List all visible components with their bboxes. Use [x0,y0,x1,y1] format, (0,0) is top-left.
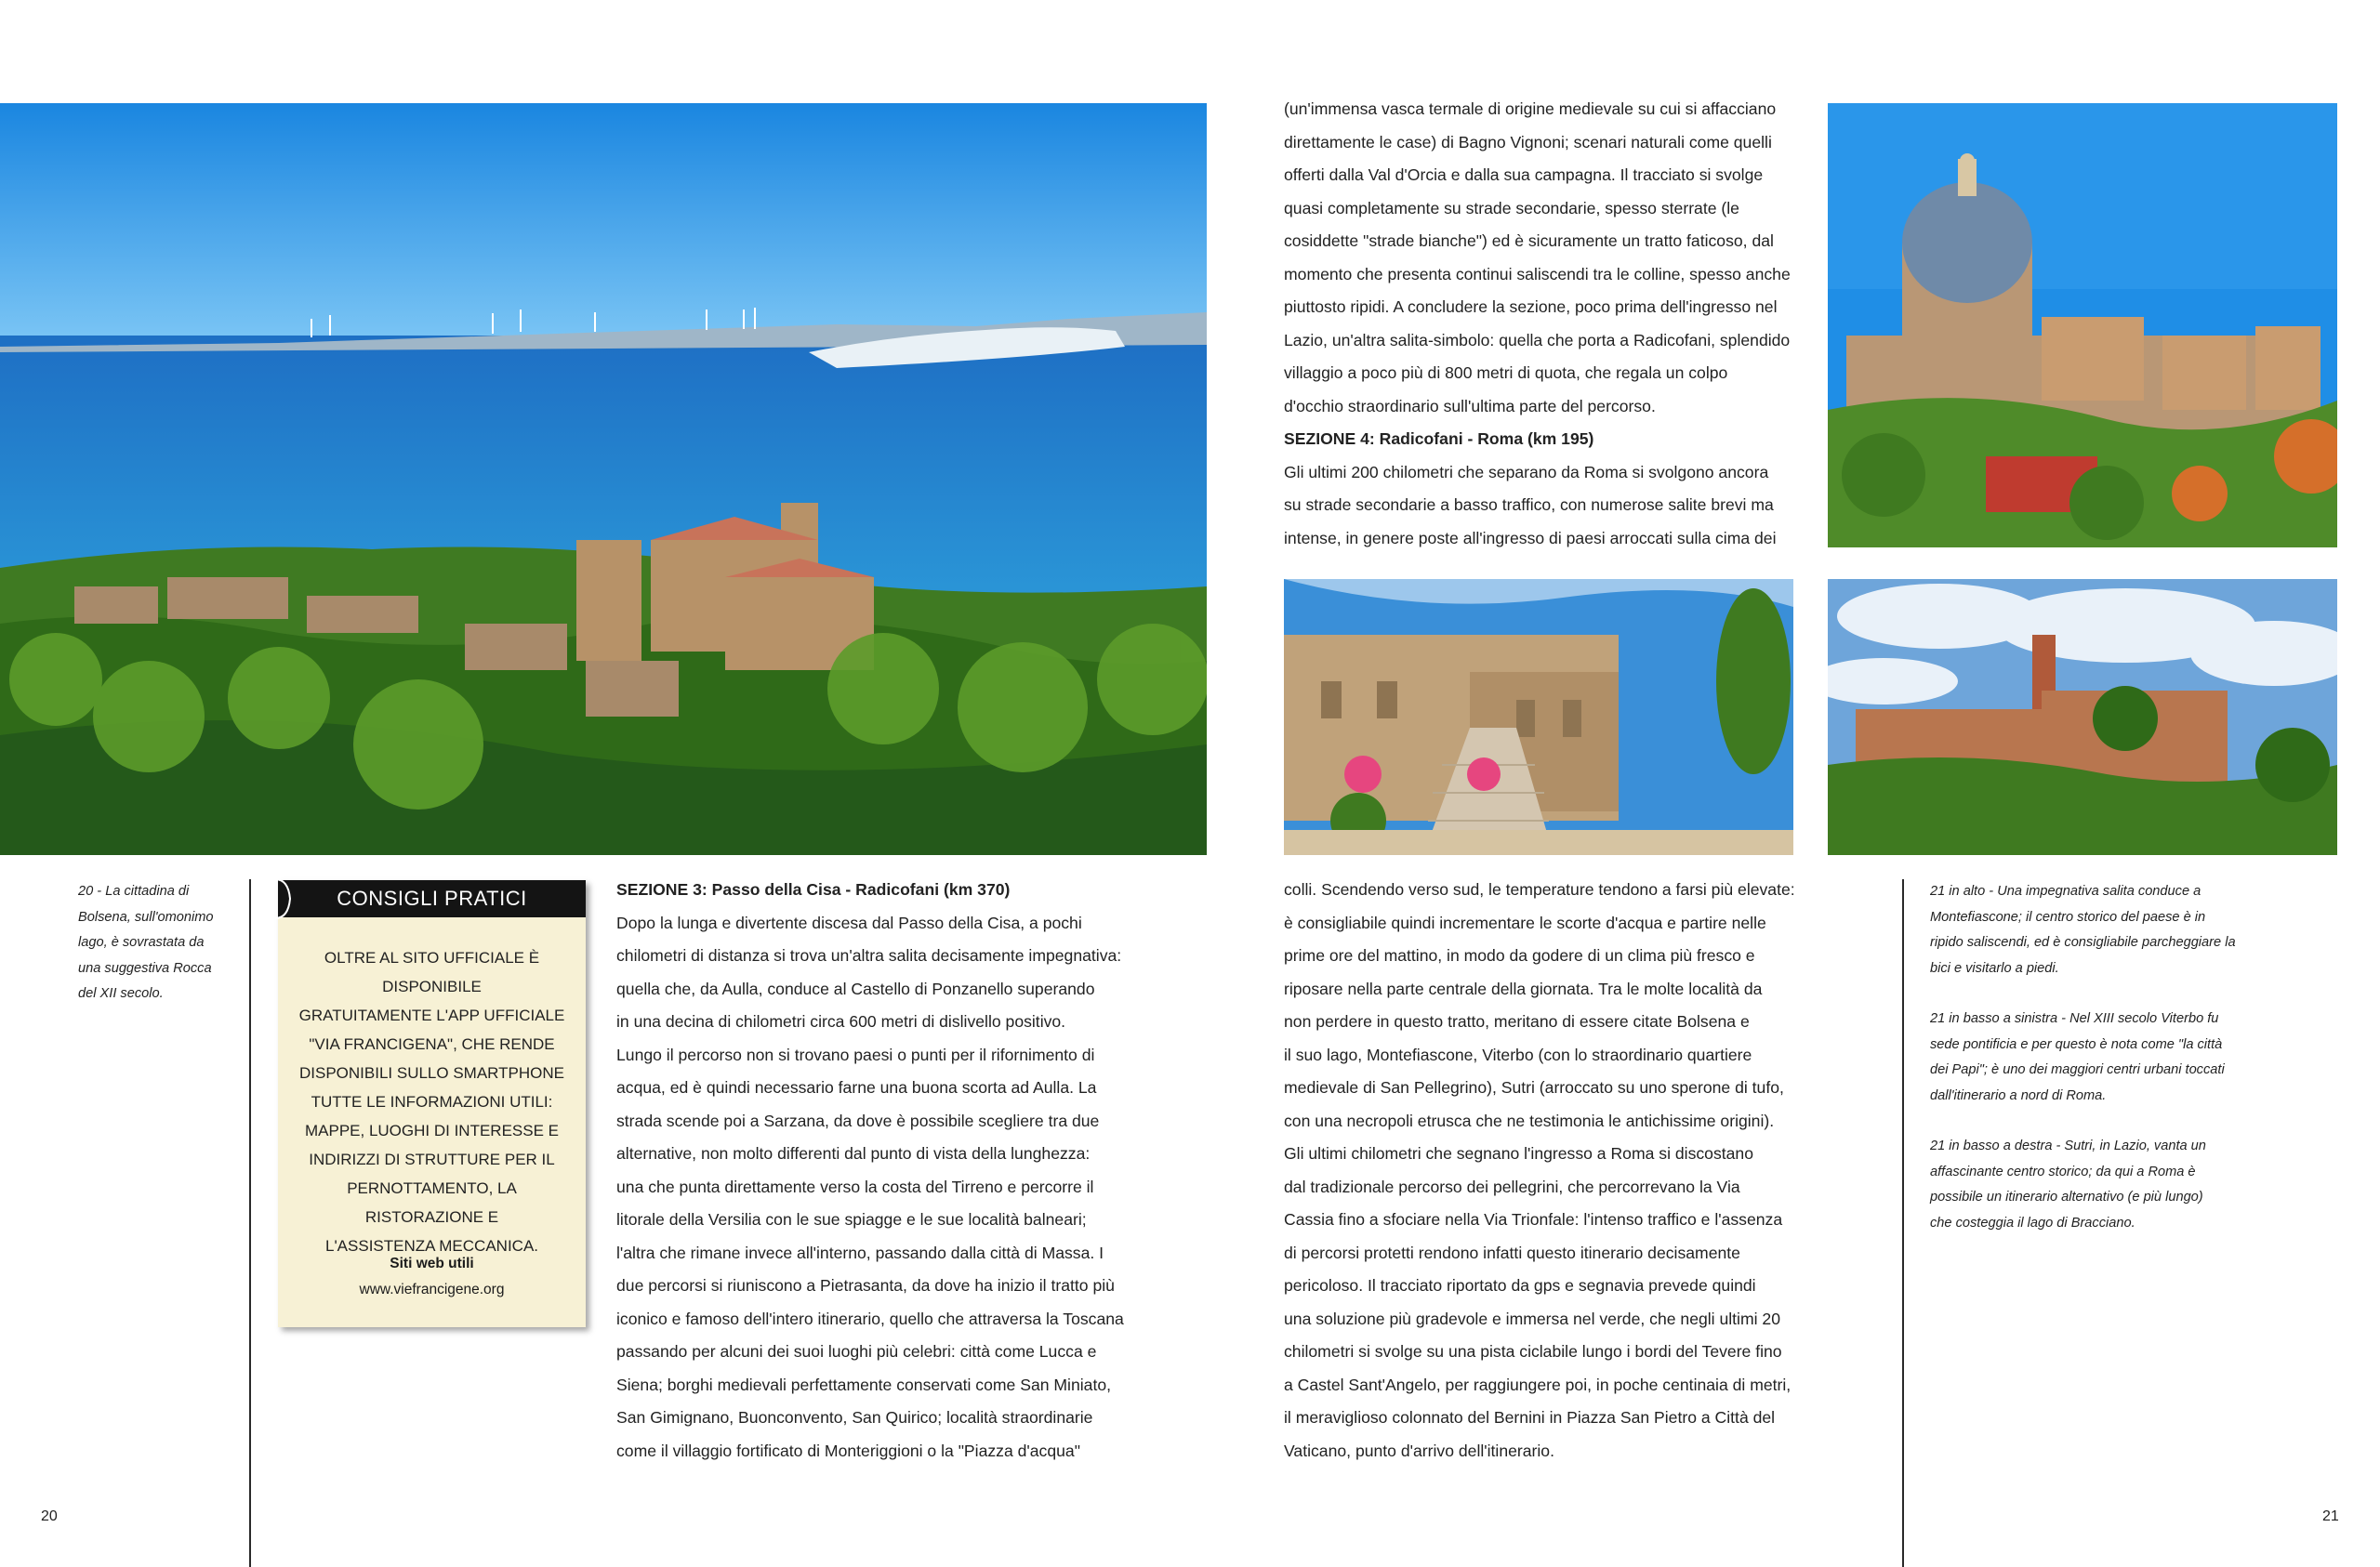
text-line: (un'immensa vasca termale di origine medievale su cui si affacciano [1284,99,1777,118]
caption-line: 21 in basso a destra - Sutri, in Lazio, vanta un [1930,1139,2206,1153]
text-line: piuttosto ripidi. A concludere la sezione, poco prima dell'ingresso nel [1284,297,1778,316]
text-line: offerti dalla Val d'Orcia e dalla sua campagna. Il tracciato si svolge [1284,165,1764,184]
text-line: momento che presenta continui saliscendi tra le colline, spesso anche [1284,264,1791,283]
caption-line: che costeggia il lago di Bracciano. [1930,1215,2135,1231]
column-divider [249,879,251,1567]
text-line: due percorsi si riuniscono a Pietrasanta, da dove ha inizio il tratto più [616,1276,1115,1295]
text-line: l'altra che rimane invece all'interno, passando dalla città di Massa. I [616,1243,1104,1262]
section3-heading: SEZIONE 3: Passo della Cisa - Radicofani (km 370) [616,880,1011,899]
text-line: di percorsi protetti rendono infatti questo itinerario decisamente [1284,1243,1740,1262]
caption-line: bici e visitarlo a piedi. [1930,960,2059,976]
caption-line: dall'itinerario a nord di Roma. [1930,1087,2107,1103]
text-line: dal tradizionale percorso dei pellegrini, che percorrevano la Via [1284,1177,1740,1196]
caption-21-top [1930,879,2302,981]
montefiascone-photo [1828,103,2337,547]
photo-captions-21 [1930,879,2302,1261]
text-line: Gli ultimi chilometri che segnano l'ingresso a Roma si discostano [1284,1144,1754,1163]
photo-caption-20 [78,879,227,1007]
caption-line: sede pontificia e per questo è nota come "la città [1930,1036,2223,1052]
text-line: d'occhio straordinario sull'ultima parte del percorso. [1284,396,1656,415]
text-line: cosiddette "strade bianche") ed è sicuramente un tratto faticoso, dal [1284,231,1774,250]
text-line: chilometri si svolge su una pista ciclabile lungo i bordi del Tevere fino [1284,1342,1782,1361]
text-line: iconico e famoso dell'intero itinerario, quello che attraversa la Toscana [616,1309,1124,1328]
tips-line: OLTRE AL SITO UFFICIALE È DISPONIBILE [324,949,540,995]
text-line: il meraviglioso colonnato del Bernini in Piazza San Pietro a Città del [1284,1408,1776,1427]
caption-line: una suggestiva Rocca [78,960,212,976]
text-line: non perdere in questo tratto, meritano di essere citate Bolsena e [1284,1012,1750,1031]
practical-tips-text [287,943,576,1260]
text-line: in una decina di chilometri circa 600 metri di dislivello positivo. [616,1012,1066,1031]
text-line: villaggio a poco più di 800 metri di quota, che regala un colpo [1284,363,1728,382]
text-line: Lungo il percorso non si trovano paesi o punti per il rifornimento di [616,1045,1095,1064]
tips-line: MAPPE, LUOGHI DI INTERESSE E [304,1122,559,1139]
text-line: quella che, da Aulla, conduce al Castello di Ponzanello superando [616,979,1095,998]
sutri-photo [1828,579,2337,855]
useful-sites-url[interactable]: www.viefrancigene.org [359,1282,505,1297]
caption-line: 21 in basso a sinistra - Nel XIII secolo Viterbo fu [1930,1011,2219,1026]
caption-line: ripido saliscendi, ed è consigliabile parcheggiare la [1930,935,2236,950]
section4-text-column-bottom [1284,874,1805,1468]
text-line: Lazio, un'altra salita-simbolo: quella che porta a Radicofani, splendido [1284,330,1791,349]
caption-line: 21 in alto - Una impegnativa salita conduce a [1930,884,2202,899]
tips-line: GRATUITAMENTE L'APP UFFICIALE [298,1007,565,1024]
tips-line: INDIRIZZI DI STRUTTURE PER IL [309,1151,555,1168]
tips-line: DISPONIBILI SULLO SMARTPHONE [299,1064,564,1082]
text-line: pericoloso. Il tracciato riportato da gps e segnavia prevede quindi [1284,1276,1756,1295]
text-line: strada scende poi a Sarzana, da dove è possibile scegliere tra due [616,1111,1100,1130]
caption-line: dei Papi"; è uno dei maggiori centri urbani toccati [1930,1062,2225,1077]
caption-line: lago, è sovrastata da [78,935,205,950]
caption-line: Bolsena, sull'omonimo [78,909,214,925]
section4-text-column-top [1284,93,1805,555]
text-line: Cassia fino a sfociare nella Via Trionfale: l'intenso traffico e l'assenza [1284,1210,1783,1229]
text-line: alternative, non molto differenti dal punto di vista della lunghezza: [616,1144,1091,1163]
caption-21-bottom-right [1930,1134,2302,1236]
bolsena-lake-photo [0,103,1207,855]
text-line: riposare nella parte centrale della giornata. Tra le molte località da [1284,979,1763,998]
caption-line: affascinante centro storico; da qui a Roma è [1930,1164,2196,1179]
useful-sites-title: Siti web utili [390,1256,474,1271]
caption-21-bottom-left [1930,1007,2302,1109]
header-tab-decoration-icon [275,877,298,920]
caption-line: possibile un itinerario alternativo (e più lungo) [1930,1190,2203,1205]
text-line: a Castel Sant'Angelo, per raggiungere poi, in poche centinaia di metri, [1284,1375,1792,1394]
column-divider [1902,879,1904,1567]
caption-line: del XII secolo. [78,986,164,1001]
text-line: prime ore del mattino, in modo da godere di un clima più fresco e [1284,946,1755,965]
text-line: con una necropoli etrusca che ne testimonia le antichissime origini). [1284,1111,1775,1130]
viterbo-palazzo-papi-photo [1284,579,1793,855]
text-line: colli. Scendendo verso sud, le temperature tendono a farsi più elevate: [1284,880,1795,899]
text-line: il suo lago, Montefiascone, Viterbo (con lo straordinario quartiere [1284,1045,1752,1064]
practical-tips-box [278,880,586,1327]
text-line: medievale di San Pellegrino), Sutri (arroccato su uno sperone di tufo, [1284,1078,1784,1097]
tips-line: "VIA FRANCIGENA", CHE RENDE [309,1035,555,1053]
text-line: Gli ultimi 200 chilometri che separano da Roma si svolgono ancora [1284,462,1769,481]
text-line: litorale della Versilia con le sue spiagge e le sue località balneari; [616,1210,1087,1229]
section4-heading: SEZIONE 4: Radicofani - Roma (km 195) [1284,429,1594,448]
text-line: intense, in genere poste all'ingresso di paesi arroccati sulla cima dei [1284,528,1777,547]
text-line: una soluzione più gradevole e immersa nel verde, che negli ultimi 20 [1284,1309,1780,1328]
caption-line: 20 - La cittadina di [78,884,190,899]
text-line: Vaticano, punto d'arrivo dell'itinerario. [1284,1441,1554,1460]
text-line: passando per alcuni dei suoi luoghi più celebri: città come Lucca e [616,1342,1097,1361]
text-line: quasi completamente su strade secondarie, spesso sterrate (le [1284,198,1739,217]
tips-line: TUTTE LE INFORMAZIONI UTILI: [311,1093,553,1111]
text-line: una che punta direttamente verso la costa del Tirreno e percorre il [616,1177,1094,1196]
text-line: direttamente le case) di Bagno Vignoni; scenari naturali come quelli [1284,132,1772,151]
text-line: su strade secondarie a basso traffico, con numerose salite brevi ma [1284,495,1774,514]
caption-line: Montefiascone; il centro storico del paese è in [1930,909,2206,925]
practical-tips-header [278,880,586,917]
text-line: come il villaggio fortificato di Monteriggioni o la "Piazza d'acqua" [616,1441,1080,1460]
text-line: è consigliabile quindi incrementare le scorte d'acqua e partire nelle [1284,913,1766,932]
text-line: Siena; borghi medievali perfettamente conservati come San Miniato, [616,1375,1112,1394]
text-line: acqua, ed è quindi necessario farne una buona scorta ad Aulla. La [616,1078,1097,1097]
text-line: San Gimignano, Buonconvento, San Quirico; località straordinarie [616,1408,1093,1427]
text-line: chilometri di distanza si trova un'altra salita decisamente impegnativa: [616,946,1122,965]
page-number-left: 20 [41,1508,58,1524]
section3-text-column [616,874,1137,1468]
tips-line: L'ASSISTENZA MECCANICA. [324,1237,539,1255]
tips-line: PERNOTTAMENTO, LA RISTORAZIONE E [347,1179,517,1226]
practical-tips-title: CONSIGLI PRATICI [337,887,527,910]
page-number-right: 21 [2322,1508,2339,1524]
text-line: Dopo la lunga e divertente discesa dal Passo della Cisa, a pochi [616,913,1082,932]
